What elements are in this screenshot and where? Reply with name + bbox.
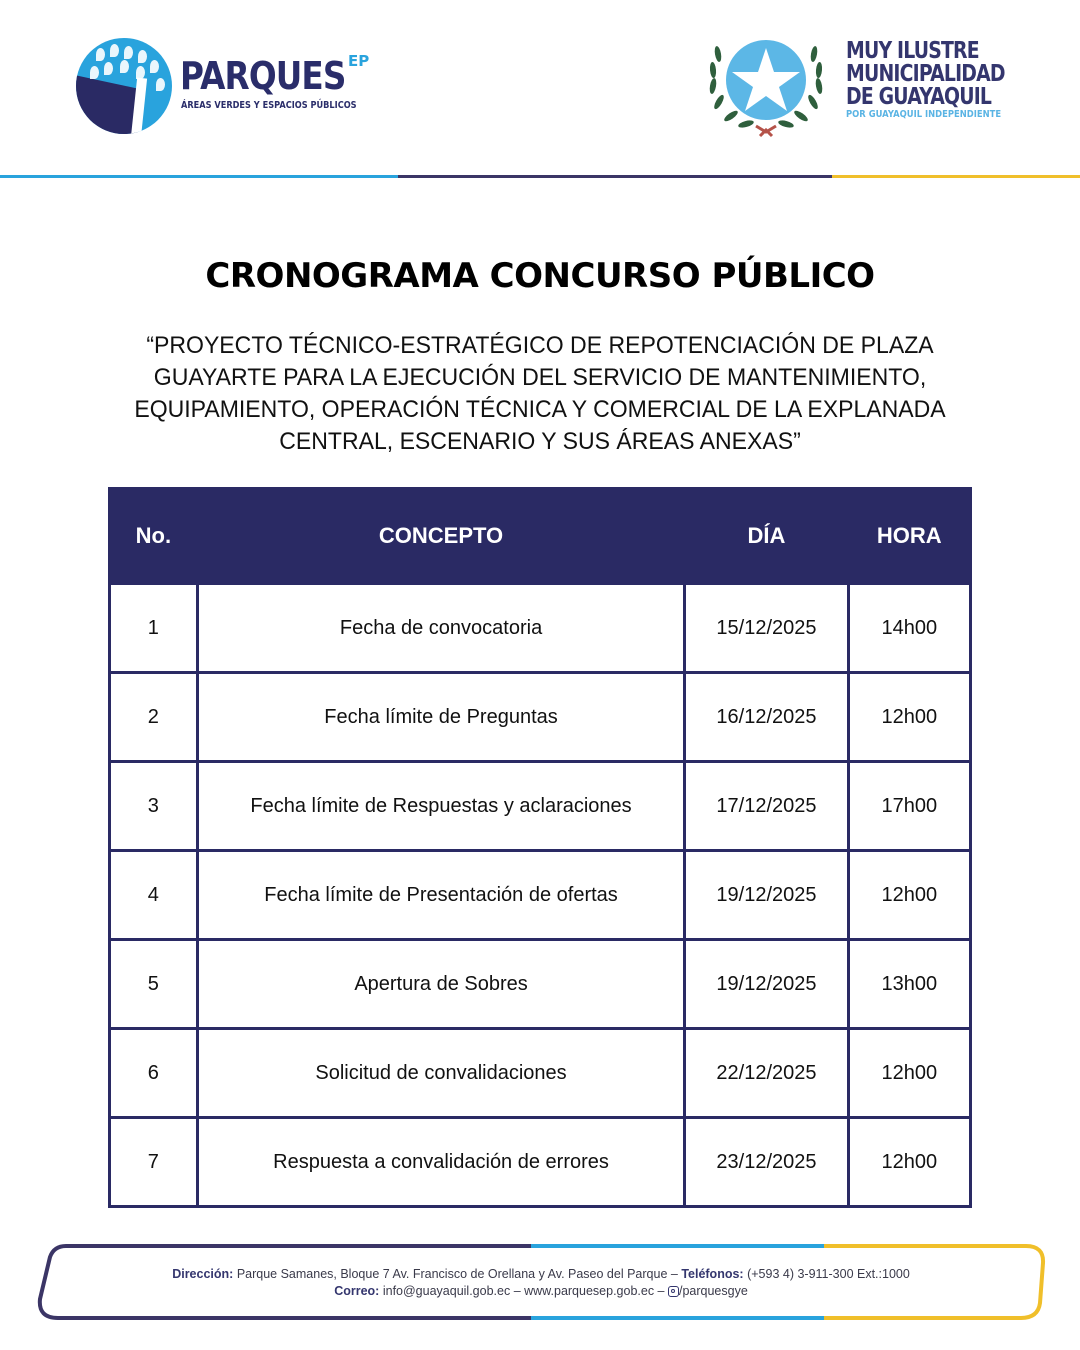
municipalidad-line3: DE GUAYAQUIL (846, 84, 992, 110)
header-divider (0, 175, 1080, 178)
cell-concepto: Fecha límite de Presentación de ofertas (197, 851, 685, 940)
address-text: Parque Samanes, Bloque 7 Av. Francisco de Orellana y Av. Paseo del Parque (236, 1267, 668, 1281)
cell-no: 4 (110, 851, 198, 940)
cell-no: 3 (110, 762, 198, 851)
separator: – (654, 1284, 668, 1298)
municipalidad-logo (704, 34, 1024, 140)
cell-hora: 12h00 (848, 673, 970, 762)
column-header-dia: DÍA (685, 489, 848, 584)
email-label: Correo: (334, 1284, 380, 1298)
website-link[interactable]: www.parquesep.gob.ec (524, 1284, 655, 1298)
cell-dia: 19/12/2025 (685, 940, 848, 1029)
cell-hora: 12h00 (848, 1029, 970, 1118)
cell-dia: 16/12/2025 (685, 673, 848, 762)
cell-concepto: Fecha límite de Preguntas (197, 673, 685, 762)
separator: – (510, 1284, 525, 1298)
table-header-row (110, 489, 971, 584)
cell-hora: 12h00 (848, 851, 970, 940)
cell-concepto: Fecha límite de Respuestas y aclaraciones (197, 762, 685, 851)
cell-dia: 22/12/2025 (685, 1029, 848, 1118)
cell-dia: 15/12/2025 (685, 584, 848, 673)
footer-frame (36, 1243, 1046, 1321)
parques-logo-tagline: ÁREAS VERDES Y ESPACIOS PÚBLICOS (181, 100, 357, 111)
cell-dia: 17/12/2025 (685, 762, 848, 851)
cell-hora: 14h00 (848, 584, 970, 673)
table-row (110, 851, 971, 940)
municipalidad-slogan: POR GUAYAQUIL INDEPENDIENTE (846, 109, 1002, 120)
footer-contact-line (36, 1284, 1046, 1298)
contact-footer (36, 1243, 1046, 1321)
email-link[interactable]: info@guayaquil.gob.ec (382, 1284, 511, 1298)
column-header-no: No. (110, 489, 198, 584)
star-laurel-emblem-icon (704, 34, 828, 138)
cell-no: 5 (110, 940, 198, 1029)
schedule-table (108, 487, 972, 1208)
parques-logo-name: PARQUES (180, 54, 346, 98)
table-row (110, 1118, 971, 1207)
cell-no: 2 (110, 673, 198, 762)
column-header-hora: HORA (848, 489, 970, 584)
phone-label: Teléfonos: (681, 1267, 744, 1281)
instagram-handle[interactable]: /parquesgye (678, 1284, 748, 1298)
cell-concepto: Respuesta a convalidación de errores (197, 1118, 685, 1207)
municipalidad-line1: MUY ILUSTRE (846, 38, 979, 64)
cell-hora: 13h00 (848, 940, 970, 1029)
tree-swing-logo-icon (76, 38, 172, 134)
cell-hora: 17h00 (848, 762, 970, 851)
municipalidad-name (846, 40, 1005, 109)
table-row (110, 584, 971, 673)
cell-no: 7 (110, 1118, 198, 1207)
instagram-icon (668, 1286, 679, 1297)
table-row (110, 762, 971, 851)
cell-concepto: Solicitud de convalidaciones (197, 1029, 685, 1118)
cell-no: 1 (110, 584, 198, 673)
cell-hora: 12h00 (848, 1118, 970, 1207)
cell-concepto: Fecha de convocatoria (197, 584, 685, 673)
cell-no: 6 (110, 1029, 198, 1118)
parques-ep-logo (76, 38, 376, 134)
municipalidad-line2: MUNICIPALIDAD (846, 61, 1005, 87)
footer-address-line (36, 1267, 1046, 1281)
table-row (110, 673, 971, 762)
project-subtitle: “PROYECTO TÉCNICO-ESTRATÉGICO DE REPOTENCIACIÓN DE PLAZA GUAYARTE PARA LA EJECUCIÓN DEL SERVICIO DE MANTENIMIENTO, EQUIPAMIENTO, OPERACIÓN TÉCNICA Y COMERCIAL DE LA EXPLANADA CENTRAL, ESCENARIO Y SUS ÁREAS ANEXAS” (134, 332, 946, 455)
cell-concepto: Apertura de Sobres (197, 940, 685, 1029)
address-label: Dirección: (172, 1267, 234, 1281)
column-header-concepto: CONCEPTO (197, 489, 685, 584)
table-row (110, 1029, 971, 1118)
cell-dia: 19/12/2025 (685, 851, 848, 940)
cell-dia: 23/12/2025 (685, 1118, 848, 1207)
phone-text: (+593 4) 3-911-300 Ext.:1000 (747, 1267, 910, 1281)
separator: – (667, 1267, 682, 1281)
table-row (110, 940, 971, 1029)
parques-logo-suffix: EP (348, 52, 370, 70)
page-title: CRONOGRAMA CONCURSO PÚBLICO (205, 256, 875, 296)
